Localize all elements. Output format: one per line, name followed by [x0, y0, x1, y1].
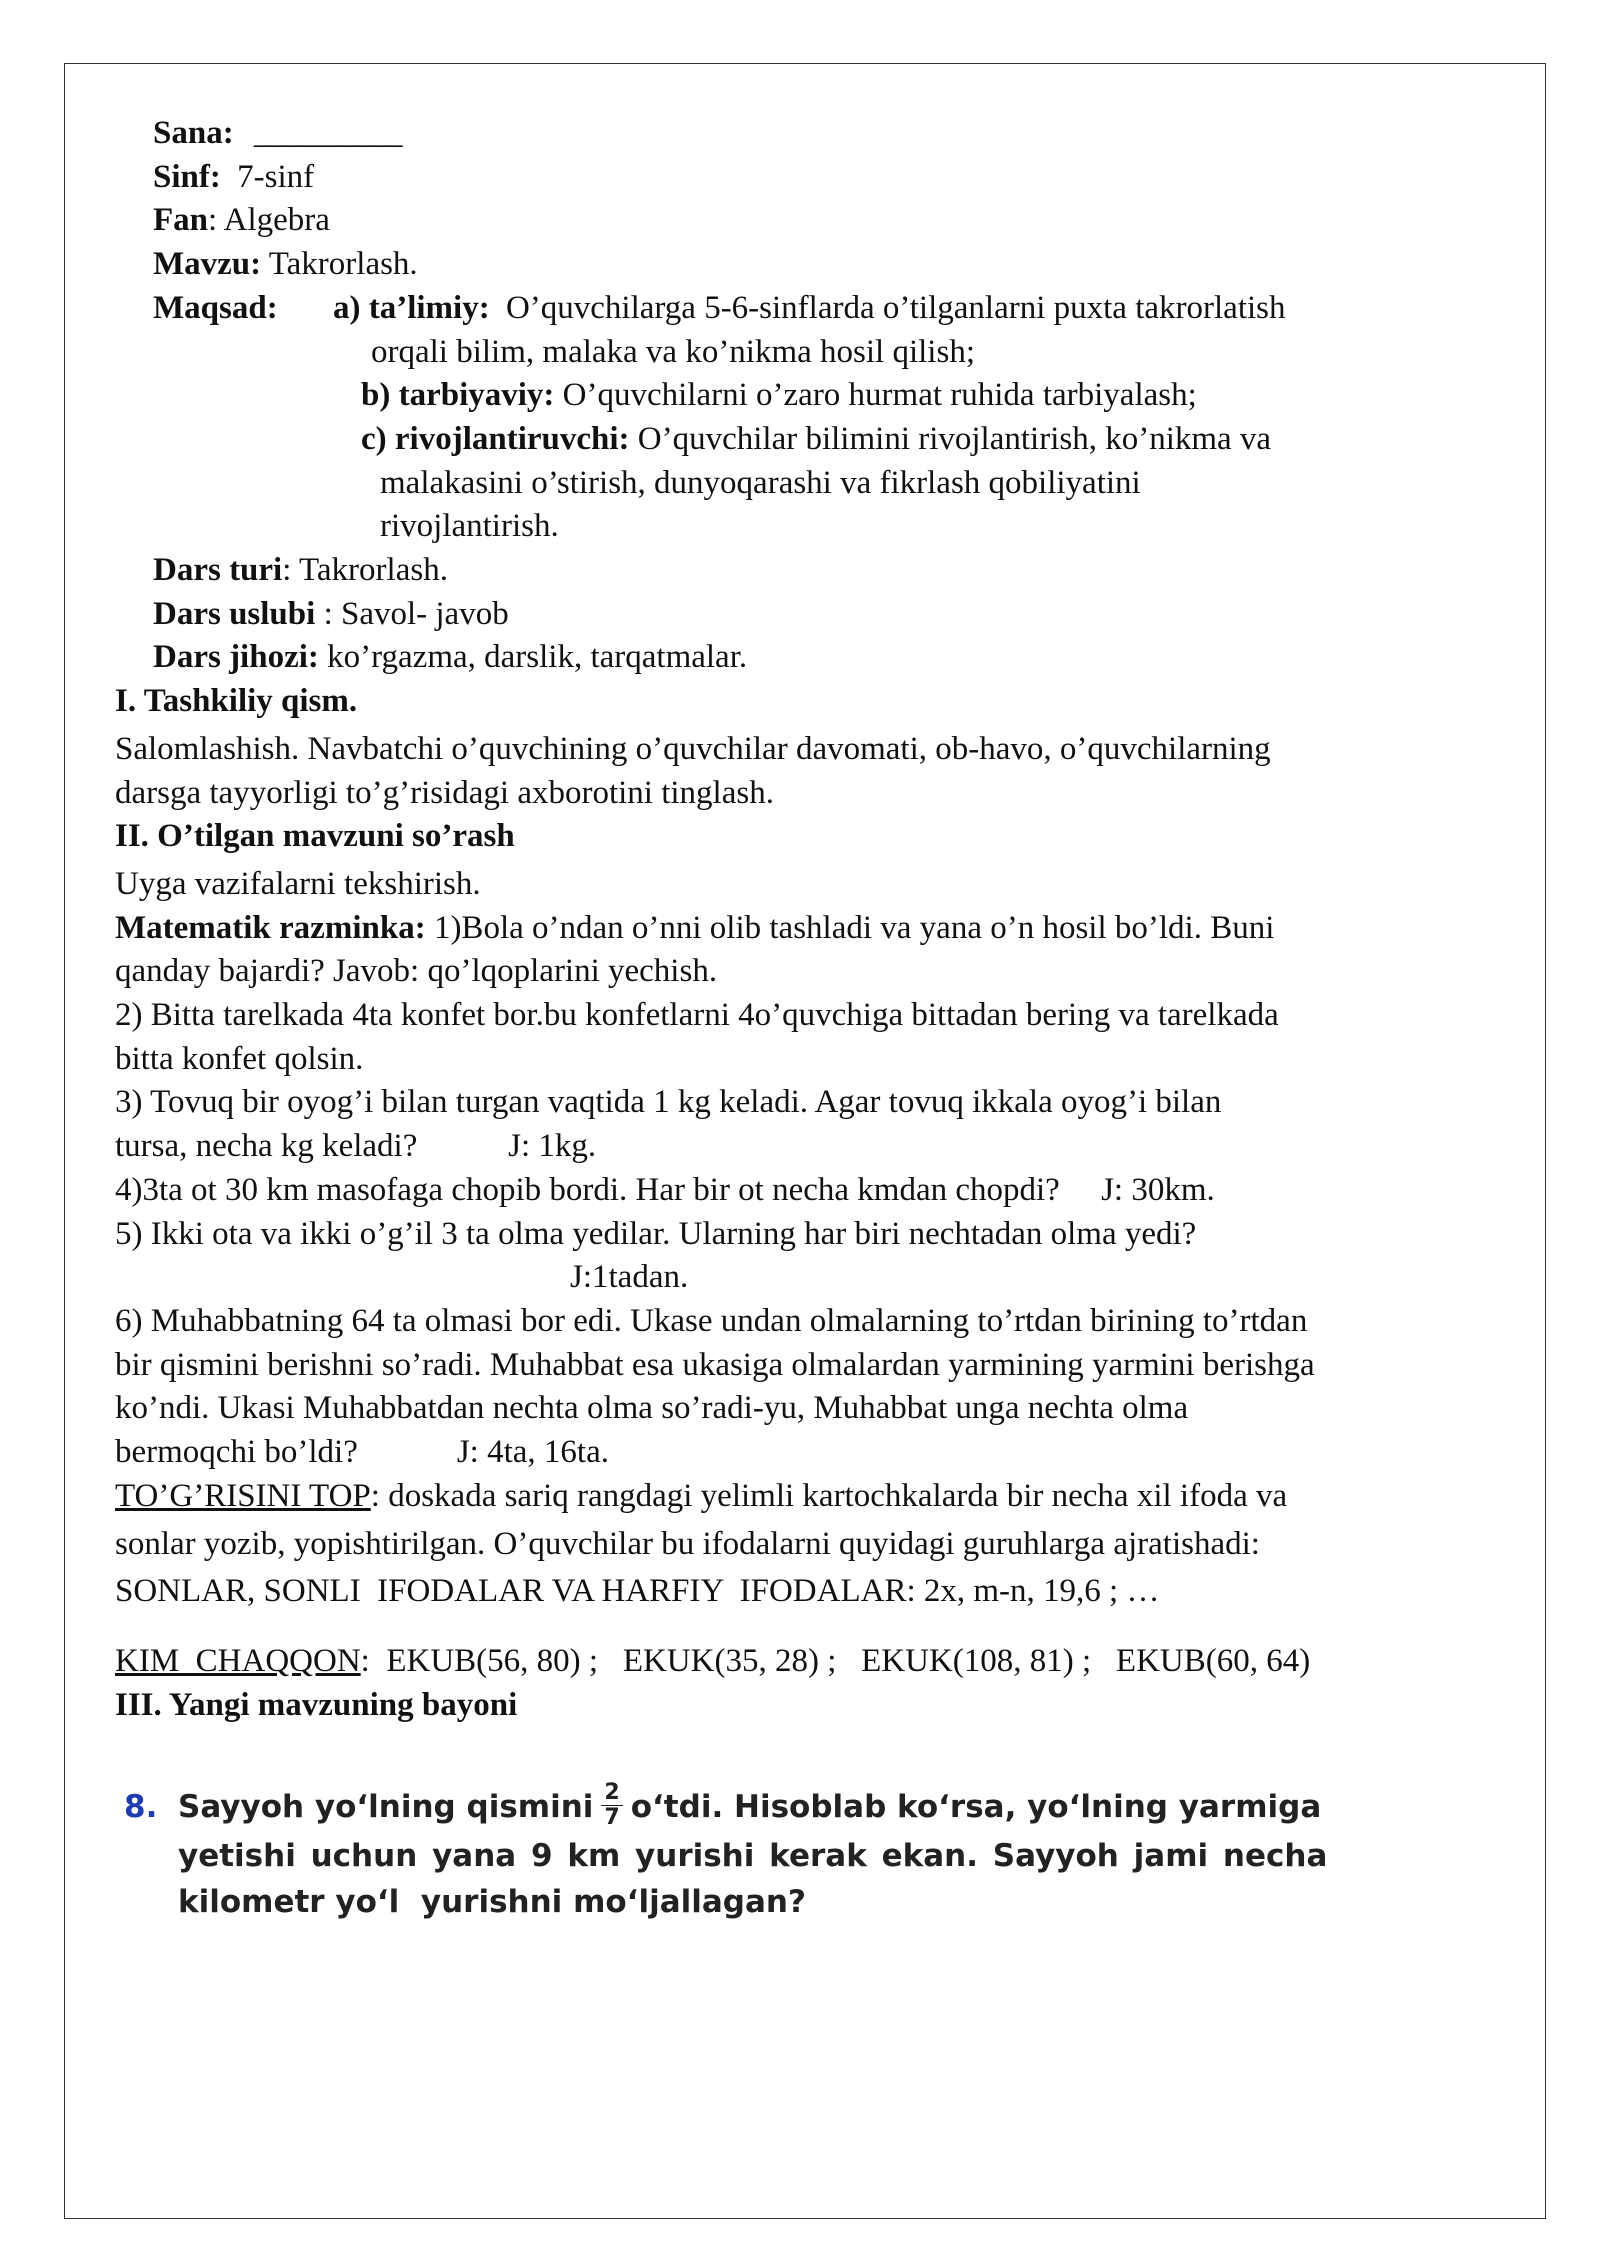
q2-text-1: 2) Bitta tarelkada 4ta konfet bor.bu konfetlarni 4o’quvchiga bittadan bering va tarelkada	[115, 997, 1279, 1034]
section-2-title	[115, 815, 1495, 859]
q5-text-2: J:1tadan.	[570, 1259, 689, 1296]
kim-chaqqon-text: : EKUB(56, 80) ; EKUK(35, 28) ; EKUK(108, 81) ; EKUB(60, 64)	[360, 1642, 1311, 1679]
section-3-title-text: III. Yangi mavzuning bayoni	[115, 1686, 518, 1723]
rivojlantiruvchi-row-3	[115, 505, 1495, 549]
q4-row	[115, 1169, 1495, 1213]
rivojlantiruvchi-label: c) rivojlantiruvchi:	[361, 420, 630, 457]
togri-label: TO’G’RISINI TOP	[115, 1477, 371, 1514]
q3-text-1: 3) Tovuq bir oyog’i bilan turgan vaqtida 1 kg keladi. Agar tovuq ikkala oyog’i bilan	[115, 1084, 1222, 1121]
problem-line-3-text: kilometr yo‘l yurishni mo‘ljallagan?	[178, 1884, 806, 1920]
togri-row-3	[115, 1570, 1495, 1614]
togri-row-1	[115, 1475, 1495, 1519]
maqsad-label: Maqsad:	[153, 289, 278, 326]
q6-row-3	[115, 1387, 1495, 1431]
q1-row-2	[115, 950, 1495, 994]
uyga-vazifa	[115, 863, 1495, 907]
mavzu-row	[115, 243, 1495, 287]
q3-row-2	[115, 1125, 1495, 1169]
dars-turi-value: : Takrorlash.	[282, 552, 448, 589]
razminka-row	[115, 907, 1495, 951]
rivojlantiruvchi-text-3: rivojlantirish.	[380, 508, 559, 545]
sinf-row	[115, 156, 1495, 200]
rivojlantiruvchi-text-1: O’quvchilar bilimini rivojlantirish, ko’nikma va	[637, 420, 1272, 457]
fraction-numerator: 2	[601, 1781, 622, 1806]
talimiy-label: a) ta’limiy:	[333, 289, 490, 326]
sana-row	[115, 112, 1495, 156]
sinf-label: Sinf:	[153, 158, 221, 195]
lesson-plan	[115, 112, 1495, 1727]
togri-text-3: SONLAR, SONLI IFODALAR VA HARFIY IFODALAR: 2x, m-n, 19,6 ; …	[115, 1573, 1160, 1610]
kim-chaqqon-label: KIM CHAQQON	[115, 1642, 361, 1679]
section-1-title	[115, 680, 1495, 724]
section-1-text-2	[115, 772, 1495, 816]
q1-text-2: qanday bajardi? Javob: qo’lqoplarini yechish.	[115, 953, 718, 990]
fan-row	[115, 199, 1495, 243]
tarbiyaviy-row	[115, 374, 1495, 418]
dars-turi-label: Dars turi	[153, 552, 283, 589]
q5-row-2	[115, 1256, 1495, 1300]
section-1-text-1-content: Salomlashish. Navbatchi o’quvchining o’quvchilar davomati, ob-havo, o’quvchilarning	[115, 730, 1271, 767]
q6-text-4: bermoqchi bo’ldi? J: 4ta, 16ta.	[115, 1434, 609, 1471]
q5-row-1	[115, 1213, 1495, 1257]
problem-line-1-b: o‘tdi. Hisoblab ko‘rsa, yo‘lning yarmiga	[630, 1789, 1322, 1825]
togri-row-2	[115, 1523, 1495, 1567]
problem-text	[178, 1780, 1354, 1925]
q2-row-2	[115, 1038, 1495, 1082]
problem-line-1-a: Sayyoh yo‘lning qismini	[178, 1789, 594, 1825]
rivojlantiruvchi-row-2	[115, 462, 1495, 506]
rivojlantiruvchi-text-2: malakasini o’stirish, dunyoqarashi va fikrlash qobiliyatini	[380, 464, 1141, 501]
kim-chaqqon-row	[115, 1640, 1495, 1684]
problem-number: 8.	[124, 1789, 158, 1825]
q6-row-2	[115, 1344, 1495, 1388]
q5-text-1: 5) Ikki ota va ikki o’g’il 3 ta olma yedilar. Ularning har biri nechtadan olma yedi?	[115, 1215, 1197, 1252]
dars-jihozi-value: ko’rgazma, darslik, tarqatmalar.	[318, 639, 748, 676]
problem-line-2-text: yetishi uchun yana 9 km yurishi kerak ekan. Sayyoh jami necha	[178, 1838, 1328, 1874]
talimiy-text-2: orqali bilim, malaka va ko’nikma hosil qilish;	[371, 333, 975, 370]
fraction-denominator: 7	[604, 1805, 620, 1830]
q6-row-1	[115, 1300, 1495, 1344]
sana-label: Sana:	[153, 115, 234, 151]
section-1-text-1	[115, 728, 1495, 772]
fan-label: Fan	[153, 202, 209, 239]
problem-8	[124, 1780, 1354, 1925]
q4-text: 4)3ta ot 30 km masofaga chopib bordi. Har bir ot necha kmdan chopdi? J: 30km.	[115, 1171, 1215, 1208]
maqsad-row	[115, 287, 1495, 331]
q6-text-2: bir qismini berishni so’radi. Muhabbat esa ukasiga olmalardan yarmining yarmini berishga	[115, 1346, 1315, 1383]
sinf-value: 7-sinf	[237, 158, 315, 195]
uyga-vazifa-text: Uyga vazifalarni tekshirish.	[115, 865, 481, 902]
dars-jihozi-label: Dars jihozi:	[153, 639, 319, 676]
rivojlantiruvchi-row	[115, 418, 1495, 462]
q6-text-1: 6) Muhabbatning 64 ta olmasi bor edi. Ukase undan olmalarning to’rtdan birining to’rtdan	[115, 1302, 1308, 1339]
togri-text-2: sonlar yozib, yopishtirilgan. O’quvchilar bu ifodalarni quyidagi guruhlarga ajratishadi:	[115, 1525, 1260, 1562]
dars-uslubi-row	[115, 593, 1495, 637]
q2-text-2: bitta konfet qolsin.	[115, 1040, 364, 1077]
q3-row-1	[115, 1081, 1495, 1125]
section-2-title-text: II. O’tilgan mavzuni so’rash	[115, 818, 515, 855]
q1-text-1: 1)Bola o’ndan o’nni olib tashladi va yana o’n hosil bo’ldi. Buni	[425, 909, 1275, 946]
section-1-title-text: I. Tashkiliy qism.	[115, 683, 358, 720]
talimiy-text-1: O’quvchilarga 5-6-sinflarda o’tilganlarni puxta takrorlatish	[505, 289, 1286, 326]
problem-line-1	[178, 1780, 1354, 1833]
sana-value: _________	[253, 115, 403, 151]
togri-text-1: : doskada sariq rangdagi yelimli kartochkalarda bir necha xil ifoda va	[370, 1477, 1288, 1514]
tarbiyaviy-text: O’quvchilarni o’zaro hurmat ruhida tarbiyalash;	[562, 377, 1197, 414]
dars-uslubi-label: Dars uslubi	[153, 595, 316, 632]
q6-row-4	[115, 1431, 1495, 1475]
problem-line-2	[178, 1833, 1354, 1879]
talimiy-row-2	[115, 331, 1495, 375]
section-1-text-2-content: darsga tayyorligi to’g’risidagi axborotini tinglash.	[115, 774, 774, 811]
q3-text-2: tursa, necha kg keladi? J: 1kg.	[115, 1128, 597, 1165]
dars-uslubi-value: : Savol- javob	[315, 595, 509, 632]
razminka-label: Matematik razminka:	[115, 909, 426, 946]
q2-row-1	[115, 994, 1495, 1038]
q6-text-3: ko’ndi. Ukasi Muhabbatdan nechta olma so’radi-yu, Muhabbat unga nechta olma	[115, 1390, 1189, 1427]
dars-jihozi-row	[115, 636, 1495, 680]
mavzu-value: Takrorlash.	[268, 246, 418, 283]
dars-turi-row	[115, 549, 1495, 593]
problem-line-3	[178, 1879, 1354, 1925]
mavzu-label: Mavzu:	[153, 246, 262, 283]
fraction	[601, 1781, 622, 1830]
tarbiyaviy-label: b) tarbiyaviy:	[361, 377, 555, 414]
fan-value: : Algebra	[208, 202, 330, 239]
section-3-title	[115, 1684, 1495, 1728]
